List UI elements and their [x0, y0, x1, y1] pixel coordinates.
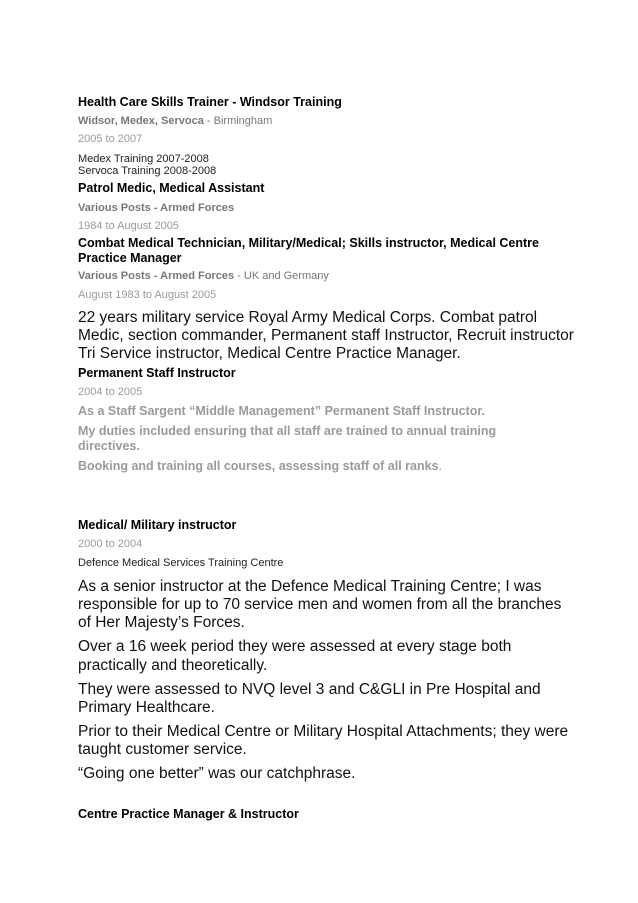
- entry-paragraph: “Going one better” was our catchphrase.: [78, 765, 356, 782]
- entry-paragraph: [78, 459, 442, 473]
- entry-dates: 2005 to 2007: [78, 133, 143, 145]
- entry-title-patrol-medic: Patrol Medic, Medical Assistant: [78, 181, 265, 195]
- entry-dates: 2004 to 2005: [78, 386, 143, 398]
- location: Birmingham: [213, 115, 273, 127]
- entry-dates: 2000 to 2004: [78, 538, 143, 550]
- entry-detail-line: Servoca Training 2008-2008: [78, 165, 217, 177]
- entry-employer-line: [78, 270, 329, 282]
- entry-paragraph-cont: directives.: [78, 439, 140, 453]
- entry-dates: August 1983 to August 2005: [78, 289, 217, 301]
- entry-title-centre-practice-manager: Centre Practice Manager & Instructor: [78, 807, 299, 821]
- entry-paragraph: of Her Majesty’s Forces.: [78, 614, 245, 631]
- entry-organisation: Defence Medical Services Training Centre: [78, 557, 284, 569]
- entry-paragraph: Prior to their Medical Centre or Military Hospital Attachments; they were: [78, 723, 569, 740]
- entry-paragraph: practically and theoretically.: [78, 657, 268, 674]
- entry-paragraph: As a Staff Sargent “Middle Management” Permanent Staff Instructor.: [78, 404, 486, 418]
- entry-employer-line: [78, 115, 272, 127]
- employer-name: Various Posts - Armed Forces: [78, 270, 235, 282]
- entry-title-combat-medical-technician: Combat Medical Technician, Military/Medical; Skills instructor, Medical Centre: [78, 236, 539, 250]
- entry-description-line: 22 years military service Royal Army Medical Corps. Combat patrol: [78, 309, 538, 326]
- entry-title-medical-military-instructor: Medical/ Military instructor: [78, 518, 237, 532]
- entry-paragraph: Primary Healthcare.: [78, 699, 215, 716]
- employer-name: Various Posts - Armed Forces: [78, 202, 235, 214]
- entry-paragraph: My duties included ensuring that all staff are trained to annual training: [78, 424, 497, 438]
- entry-detail-line: Medex Training 2007-2008: [78, 153, 209, 165]
- entry-description-line: Medic, section commander, Permanent staff Instructor, Recruit instructor: [78, 327, 574, 344]
- entry-title-permanent-staff-instructor: Permanent Staff Instructor: [78, 366, 236, 380]
- entry-paragraph: taught customer service.: [78, 741, 247, 758]
- paragraph-text: Booking and training all courses, assessing staff of all ranks: [78, 459, 439, 473]
- paragraph-end: .: [438, 459, 443, 473]
- separator: -: [203, 115, 214, 127]
- entry-paragraph: As a senior instructor at the Defence Medical Training Centre; I was: [78, 578, 542, 595]
- entry-paragraph: They were assessed to NVQ level 3 and C&GLI in Pre Hospital and: [78, 681, 541, 698]
- entry-employer-line: [78, 202, 234, 214]
- entry-paragraph: responsible for up to 70 service men and women from all the branches: [78, 596, 562, 613]
- entry-dates: 1984 to August 2005: [78, 220, 179, 232]
- entry-description-line: Tri Service instructor, Medical Centre Practice Manager.: [78, 345, 461, 362]
- employer-name: Widsor, Medex, Servoca: [78, 115, 204, 127]
- entry-paragraph: Over a 16 week period they were assessed at every stage both: [78, 638, 512, 655]
- entry-title-combat-medical-technician-cont: Practice Manager: [78, 251, 182, 265]
- location: UK and Germany: [243, 270, 329, 282]
- entry-title-health-care-skills-trainer: Health Care Skills Trainer - Windsor Training: [78, 95, 342, 109]
- separator: -: [234, 270, 244, 282]
